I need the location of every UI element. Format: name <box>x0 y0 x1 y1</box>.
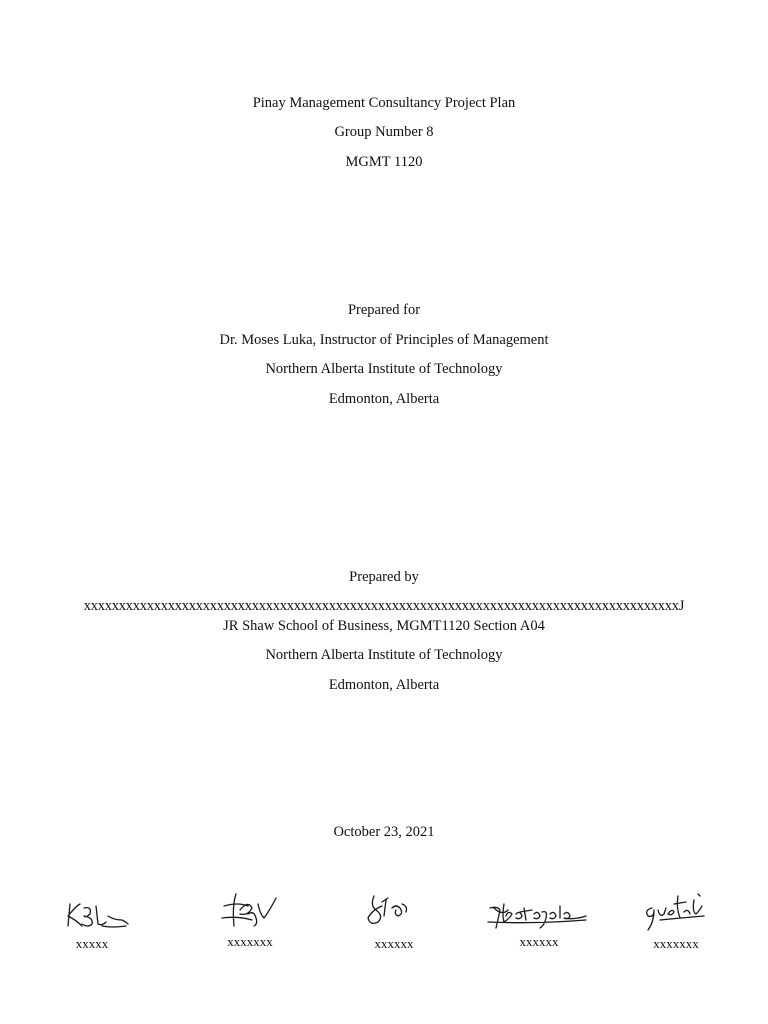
prepared-by-location: Edmonton, Alberta <box>328 677 440 693</box>
handwritten-signature-icon <box>218 890 282 930</box>
signature-2-name: xxxxxxx <box>227 934 273 949</box>
signature-4 <box>486 896 590 932</box>
prepared-for-recipient: Dr. Moses Luka, Instructor of Principles of Management <box>219 332 549 348</box>
signature-5-name: xxxxxxx <box>653 936 699 951</box>
prepared-by-heading: Prepared by <box>349 569 419 585</box>
prepared-by-authors: xxxxxxxxxxxxxxxxxxxxxxxxxxxxxxxxxxxxxxxxxxxxxxxxxxxxxxxxxxxxxxxxxxxxxxxxxxxxxxxxxxxxxJ <box>83 598 685 614</box>
document-title: Pinay Management Consultancy Project Plan <box>252 95 516 111</box>
document-date: October 23, 2021 <box>333 824 435 840</box>
signature-2 <box>218 890 282 930</box>
signature-1-name: xxxxx <box>75 936 109 951</box>
prepared-by-school: JR Shaw School of Business, MGMT1120 Section A04 <box>223 618 545 634</box>
handwritten-signature-icon <box>62 898 132 932</box>
handwritten-signature-icon <box>362 892 412 928</box>
handwritten-signature-icon <box>640 888 710 932</box>
signature-3-name: xxxxxx <box>374 936 414 951</box>
handwritten-signature-icon <box>486 896 590 932</box>
prepared-by-institution: Northern Alberta Institute of Technology <box>265 647 503 663</box>
signature-3 <box>362 892 412 928</box>
group-number: Group Number 8 <box>334 124 434 140</box>
prepared-for-institution: Northern Alberta Institute of Technology <box>265 361 503 377</box>
prepared-for-heading: Prepared for <box>347 302 421 318</box>
course-code: MGMT 1120 <box>345 154 423 170</box>
prepared-for-location: Edmonton, Alberta <box>328 391 440 407</box>
signature-5 <box>640 888 710 932</box>
signature-4-name: xxxxxx <box>519 934 559 949</box>
signature-1 <box>62 898 132 932</box>
